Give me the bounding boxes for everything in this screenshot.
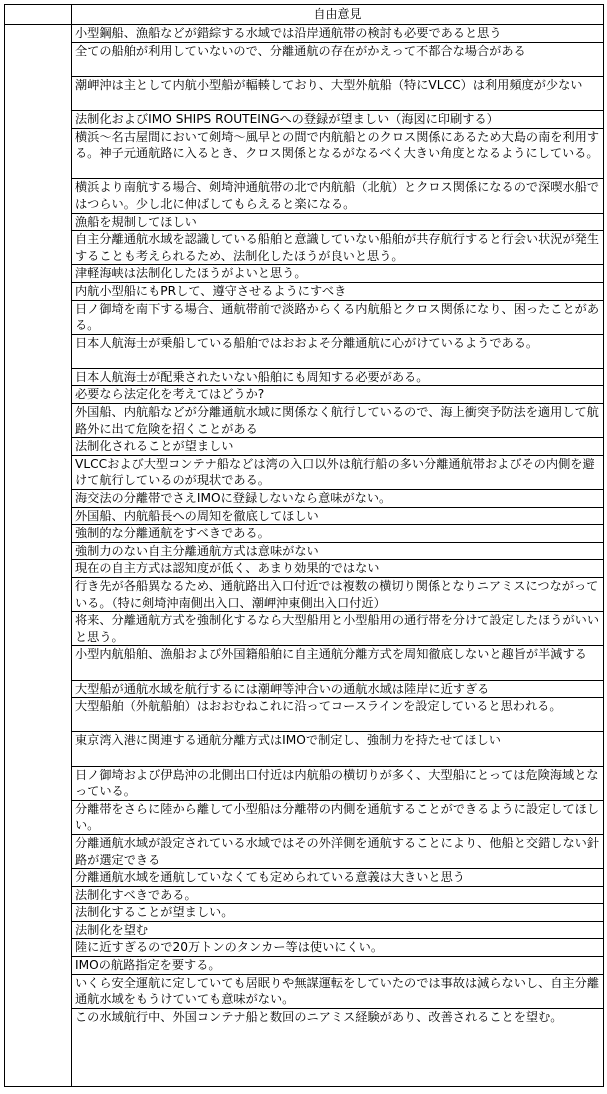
opinion-row: 強制力のない自主分離通航方式は意味がない <box>72 543 603 561</box>
opinion-row: 日本人航海士が配乗されたいない船舶にも周知する必要がある。 <box>72 369 603 387</box>
opinion-row: VLCCおよび大型コンテナ船などは湾の入口以外は航行船の多い分離通航帯およびその内側を避けて航行しているのが現状である。 <box>72 456 603 490</box>
opinion-row: 大型船が通航水域を航行するには潮岬等沖合いの通航水域は陸岸に近すぎる <box>72 681 603 699</box>
opinion-row: 自主分離通航水域を認識している船舶と意識していない船舶が共存航行すると行会い状況が発生することも考えられるため、法制化したほうが良いと思う。 <box>72 231 603 265</box>
opinion-row: 法制化されることが望ましい <box>72 438 603 456</box>
opinion-row: 法制化すべきである。 <box>72 887 603 905</box>
opinion-rows <box>72 25 603 1043</box>
opinion-row: 将来、分離通航方式を強制化するなら大型船用と小型船用の通行帯を分けて設定したほうがいいと思う。 <box>72 612 603 646</box>
opinion-row: IMOの航路指定を要する。 <box>72 957 603 975</box>
opinion-row: 強制的な分離通航をすべきである。 <box>72 525 603 543</box>
opinion-row: 日ノ御埼を南下する場合、通航帯前で淡路からくる内航船とクロス関係になり、困ったことがある。 <box>72 301 603 335</box>
opinion-row: 横浜より南航する場合、剣埼沖通航帯の北で内航船（北航）とクロス関係になるので深喫水船ではつらい。少し北に伸ばしてもらえると楽になる。 <box>72 179 603 213</box>
opinion-row: 内航小型船にもPRして、遵守させるようにすべき <box>72 283 603 301</box>
row-label-column <box>5 5 72 1086</box>
opinion-row: 海交法の分離帯でさえIMOに登録しないなら意味がない。 <box>72 490 603 508</box>
opinion-row: 分離通航水域が設定されている水域ではその外洋側を通航することにより、他船と交錯しない針路が選定できる <box>72 835 603 869</box>
opinion-row: 大型船舶（外航船舶）はおおむねこれに沿ってコースラインを設定していると思われる。 <box>72 698 603 732</box>
opinion-row: 行き先が各船異なるため、通航路出入口付近では複数の横切り関係となりニアミスにつながっている。（特に剣埼沖南側出入口、潮岬沖東側出入口付近） <box>72 578 603 612</box>
column-header-free-opinion: 自由意見 <box>72 5 603 25</box>
opinion-row: 漁船を規制してほしい <box>72 214 603 232</box>
opinion-row: 東京湾入港に関連する通航分離方式はIMOで制定し、強制力を持たせてほしい <box>72 732 603 766</box>
opinion-row: 日本人航海士が乗船している船舶ではおおよそ分離通航に心がけているようである。 <box>72 335 603 369</box>
opinion-row: 陸に近すぎるので20万トンのタンカー等は使いにくい。 <box>72 939 603 957</box>
opinion-row: 法制化することが望ましい。 <box>72 904 603 922</box>
opinion-row: 小型内航船舶、漁船および外国籍船舶に自主通航分離方式を周知徹底しないと趣旨が半減する <box>72 646 603 680</box>
opinion-row: 横浜～名古屋間において剣埼～風早との間で内航船とのクロス関係にあるため大島の南を利用する。神子元通航路に入るとき、クロス関係となるがなるべく大きい角度となるようにしている。 <box>72 129 603 180</box>
opinion-row: 小型鋼船、漁船などが錯綜する水域では沿岸通航帯の検討も必要であると思う <box>72 25 603 43</box>
opinion-row: 必要なら法定化を考えてはどうか? <box>72 386 603 404</box>
opinion-row: 津軽海峡は法制化したほうがよいと思う。 <box>72 265 603 283</box>
opinion-row: 法制化を望む <box>72 922 603 940</box>
opinion-row: いくら安全運航に定していても居眠りや無謀運転をしていたのでは事故は減らないし、自主分離通航水域をもうけていても意味がない。 <box>72 975 603 1009</box>
opinion-row: 全ての船舶が利用していないので、分離通航の存在がかえって不都合な場合がある <box>72 43 603 77</box>
opinion-row: 外国船、内航船などが分離通航水域に関係なく航行しているので、海上衝突予防法を適用して航路外に出て危険を招くことがある <box>72 404 603 438</box>
opinion-row: 現在の自主方式は認知度が低く、あまり効果的ではない <box>72 560 603 578</box>
opinion-row: 潮岬沖は主として内航小型船が輻輳しており、大型外航船（特にVLCC）は利用頻度が少ない <box>72 77 603 111</box>
opinion-row: 日ノ御埼および伊島沖の北側出口付近は内航船の横切りが多く、大型船にとっては危険海域となっている。 <box>72 767 603 801</box>
opinion-row: この水域航行中、外国コンテナ船と数回のニアミス経験があり、改善されることを望む。 <box>75 1009 563 1024</box>
opinion-table <box>4 4 604 1087</box>
opinion-row: 外国船、内航船長への周知を徹底してほしい <box>72 508 603 526</box>
opinion-row: 分離通航水域を通航していなくても定められている意義は大きいと思う <box>72 869 603 887</box>
opinion-row: 分離帯をさらに陸から離して小型船は分離帯の内側を通航することができるように設定してほしい。 <box>72 801 603 835</box>
opinion-row: 法制化およびIMO SHIPS ROUTEINGへの登録が望ましい（海図に印刷する） <box>72 111 603 129</box>
row-label-header <box>5 5 72 25</box>
